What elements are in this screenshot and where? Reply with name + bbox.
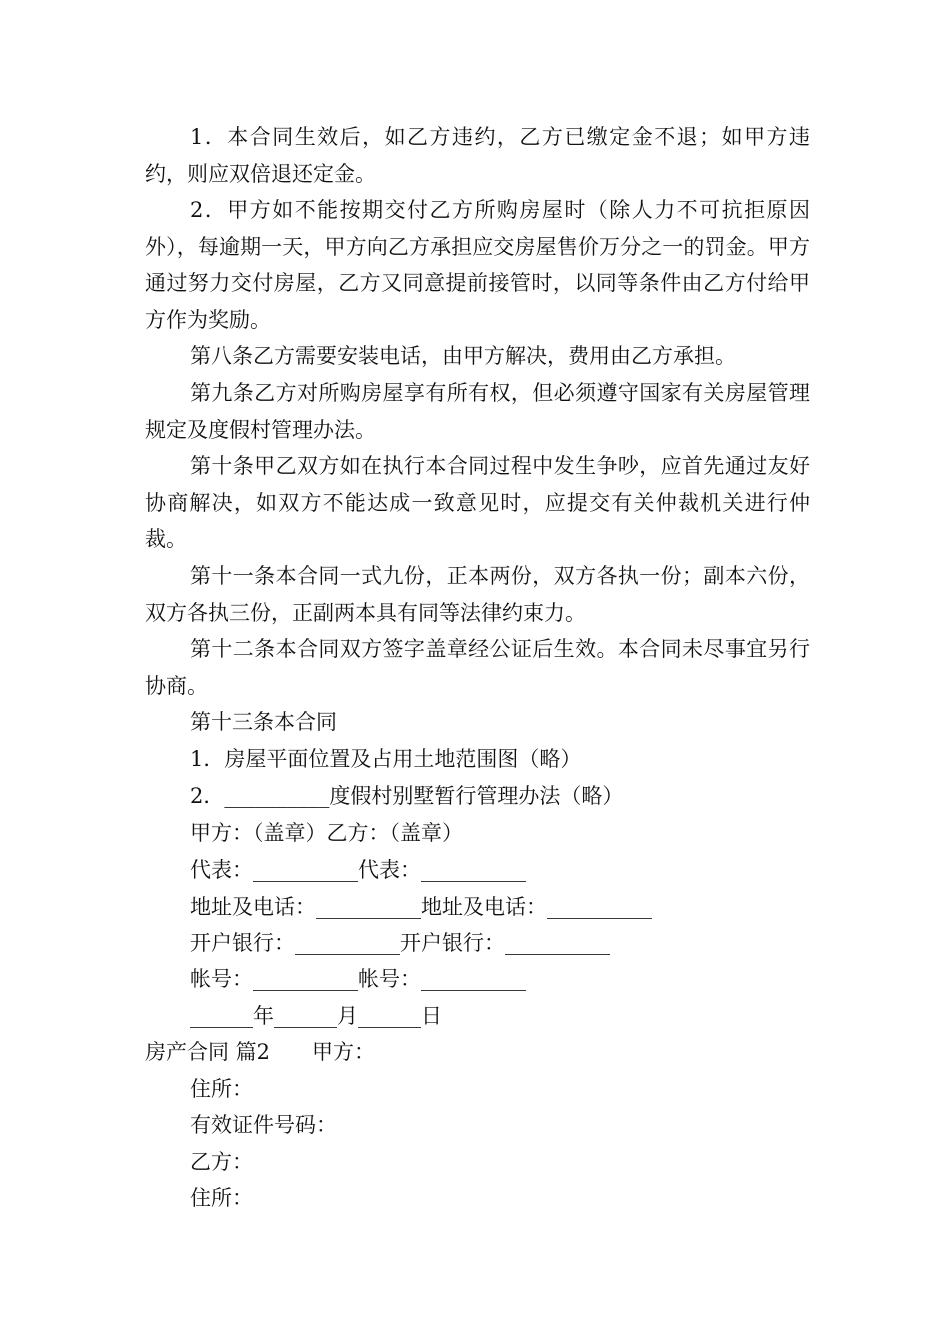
paragraph-deposit-clause: 1．本合同生效后，如乙方违约，乙方已缴定金不退；如甲方违约，则应双倍退还定金。 [145, 125, 810, 186]
paragraph-article-12: 第十二条本合同双方签字盖章经公证后生效。本合同未尽事宜另行协商。 [145, 637, 810, 698]
address-phone-line: 地址及电话：__________地址及电话：__________ [190, 895, 652, 919]
paragraph-article-10: 第十条甲乙双方如在执行本合同过程中发生争吵，应首先通过友好协商解决，如双方不能达成一致意见时，应提交有关仲裁机关进行仲裁。 [145, 454, 810, 551]
bank-line: 开户银行：__________开户银行：__________ [190, 931, 610, 955]
account-line: 帐号：__________帐号：__________ [190, 967, 526, 991]
party-b-label: 乙方： [190, 1150, 253, 1174]
annex-item-2: 2．__________度假村别墅暂行管理办法（略） [190, 784, 624, 808]
paragraph-article-8: 第八条乙方需要安装电话，由甲方解决，费用由乙方承担。 [190, 344, 736, 368]
contract-2-title: 房产合同 篇2 甲方： [145, 1040, 376, 1064]
representative-line: 代表：__________代表：__________ [190, 858, 526, 882]
paragraph-article-11: 第十一条本合同一式九份，正本两份，双方各执一份；副本六份，双方各执三份，正副两本具有同等法律约束力。 [145, 564, 810, 625]
date-line: ______年______月______日 [190, 1004, 442, 1028]
seal-line: 甲方：（盖章）乙方：（盖章） [190, 821, 463, 845]
annex-item-1: 1．房屋平面位置及占用土地范围图（略） [190, 747, 582, 771]
residence-label-2: 住所： [190, 1186, 253, 1210]
residence-label-1: 住所： [190, 1077, 253, 1101]
paragraph-article-9: 第九条乙方对所购房屋享有所有权，但必须遵守国家有关房屋管理规定及度假村管理办法。 [145, 381, 810, 442]
id-number-label: 有效证件号码： [190, 1113, 337, 1137]
paragraph-delay-penalty-clause: 2．甲方如不能按期交付乙方所购房屋时（除人力不可抗拒原因外），每逾期一天，甲方向乙方承担应交房屋售价万分之一的罚金。甲方通过努力交付房屋，乙方又同意提前接管时，以同等条件由乙方付给甲方作为奖励。 [145, 198, 810, 332]
article-13-heading: 第十三条本合同 [190, 710, 337, 734]
